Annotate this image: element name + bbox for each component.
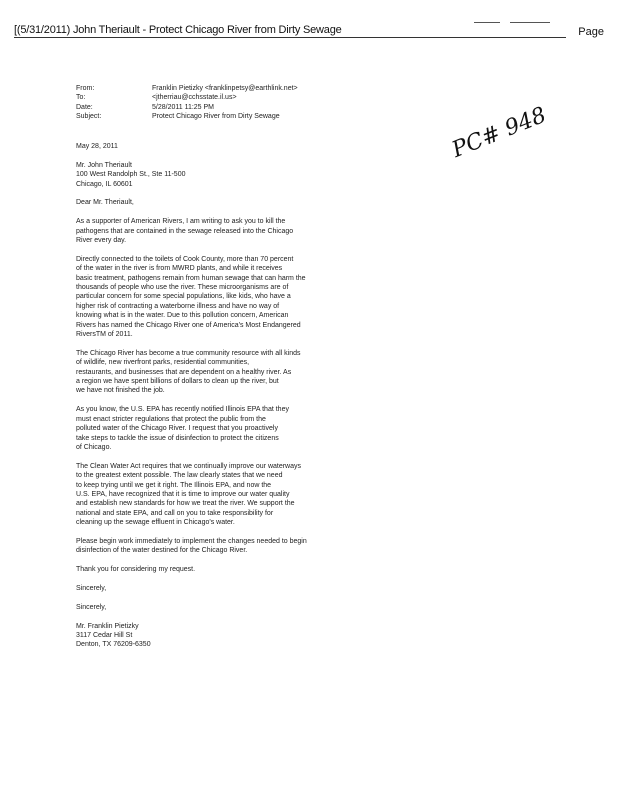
paragraph-line: The Chicago River has become a true community resource with all kinds	[76, 349, 301, 357]
paragraph-line: take steps to tackle the issue of disinfection to protect the citizens	[76, 434, 279, 442]
header-dash	[510, 22, 550, 23]
meta-row	[76, 112, 298, 121]
paragraph-line: As you know, the U.S. EPA has recently notified Illinois EPA that they	[76, 406, 289, 414]
paragraph-line: polluted water of the Chicago River. I request that you proactively	[76, 425, 278, 433]
paragraph-line: Sincerely,	[76, 603, 107, 611]
letter-paragraph	[76, 349, 356, 396]
header-dash	[474, 22, 500, 23]
letter-paragraph	[76, 537, 356, 556]
paragraph-line: higher risk of contracting a waterborne illness and have no way of	[76, 302, 280, 310]
paragraph-line: a region we have spent billions of dollars to clean up the river, but	[76, 378, 279, 386]
paragraph-line: knowing what is in the water. Due to this pollution concern, American	[76, 312, 289, 320]
meta-key: To:	[76, 94, 86, 102]
paragraph-line: Please begin work immediately to implement the changes needed to begin	[76, 537, 307, 545]
letter-paragraph	[76, 217, 356, 245]
recipient-line: Mr. John Theriault	[76, 161, 132, 169]
paragraph-line: and establish new standards for how we treat the river. We support the	[76, 500, 295, 508]
paragraph-line: thousands of people who use the river. These microorganisms are of	[76, 284, 289, 292]
handwritten-annotation: PC# 948	[448, 102, 550, 163]
paragraph-line: particular concern for some special populations, like kids, who have a	[76, 293, 291, 301]
meta-row	[76, 84, 298, 93]
paragraph-line: Directly connected to the toilets of Cook County, more than 70 percent	[76, 255, 294, 263]
recipient-line: 100 West Randolph St., Ste 11-500	[76, 171, 186, 179]
letter-date: May 28, 2011	[76, 143, 118, 150]
paragraphs	[76, 217, 356, 612]
page-label: Page	[578, 26, 604, 38]
paragraph-line: restaurants, and businesses that are dependent on a healthy river. As	[76, 368, 292, 376]
signature-line: Denton, TX 76209-6350	[76, 641, 151, 649]
meta-key: Date:	[76, 103, 93, 111]
signature-line: 3117 Cedar Hill St	[76, 631, 133, 639]
header-rule	[14, 37, 566, 38]
paragraph-line: basic treatment, pathogens remain from human sewage that can harm the	[76, 274, 306, 282]
letter-paragraph	[76, 255, 356, 340]
letter-paragraph	[76, 405, 356, 452]
signature-line: Mr. Franklin Pietizky	[76, 622, 139, 630]
meta-value: Franklin Pietizky <franklinpetsy@earthlink.net>	[152, 85, 298, 92]
paragraph-line: of wildlife, new riverfront parks, residential communities,	[76, 359, 250, 367]
paragraph-line: RiversTM of 2011.	[76, 331, 133, 339]
recipient-block	[76, 161, 356, 189]
paragraph-line: Rivers has named the Chicago River one of America's Most Endangered	[76, 321, 301, 329]
paragraph-line: of the water in the river is from MWRD plants, and while it receives	[76, 265, 283, 273]
paragraph-line: pathogens that are contained in the sewage released into the Chicago	[76, 227, 294, 235]
paragraph-line: cleaning up the sewage effluent in Chicago's water.	[76, 519, 235, 527]
paragraph-line: we have not finished the job.	[76, 387, 165, 395]
paragraph-line: Thank you for considering my request.	[76, 566, 196, 574]
meta-value: <jtherriau@cchsstate.il.us>	[152, 94, 237, 102]
paragraph-line: River every day.	[76, 237, 127, 245]
meta-row	[76, 103, 298, 112]
letter-paragraph	[76, 462, 356, 528]
paragraph-line: to the greatest extent possible. The law clearly states that we need	[76, 472, 283, 480]
letter-paragraph	[76, 584, 356, 593]
letter-paragraph	[76, 565, 356, 574]
meta-row	[76, 93, 298, 102]
paragraph-line: to keep trying until we get it right. The Illinois EPA, and now the	[76, 481, 272, 489]
paragraph-line: must enact stricter regulations that protect the public from the	[76, 415, 266, 423]
letter-body	[76, 142, 356, 650]
paragraph-line: disinfection of the water destined for the Chicago River.	[76, 547, 248, 555]
meta-key: Subject:	[76, 113, 102, 121]
meta-key: From:	[76, 85, 95, 92]
paragraph-line: Sincerely,	[76, 584, 107, 592]
paragraph-line: of Chicago.	[76, 443, 112, 451]
meta-value: 5/28/2011 11:25 PM	[152, 103, 215, 111]
paragraph-line: U.S. EPA, have recognized that it is time to improve our water quality	[76, 490, 290, 498]
letter-paragraph	[76, 603, 356, 612]
paragraph-line: national and state EPA, and call on you to take responsibility for	[76, 509, 274, 517]
document-header	[14, 22, 604, 42]
salutation: Dear Mr. Theriault,	[76, 199, 134, 207]
paragraph-line: As a supporter of American Rivers, I am writing to ask you to kill the	[76, 218, 286, 226]
signature-block	[76, 622, 356, 650]
meta-value: Protect Chicago River from Dirty Sewage	[152, 113, 280, 121]
paragraph-line: The Clean Water Act requires that we continually improve our waterways	[76, 462, 302, 470]
email-meta	[76, 84, 298, 122]
recipient-line: Chicago, IL 60601	[76, 180, 133, 188]
header-title: [(5/31/2011) John Theriault - Protect Chicago River from Dirty Sewage	[14, 24, 342, 36]
